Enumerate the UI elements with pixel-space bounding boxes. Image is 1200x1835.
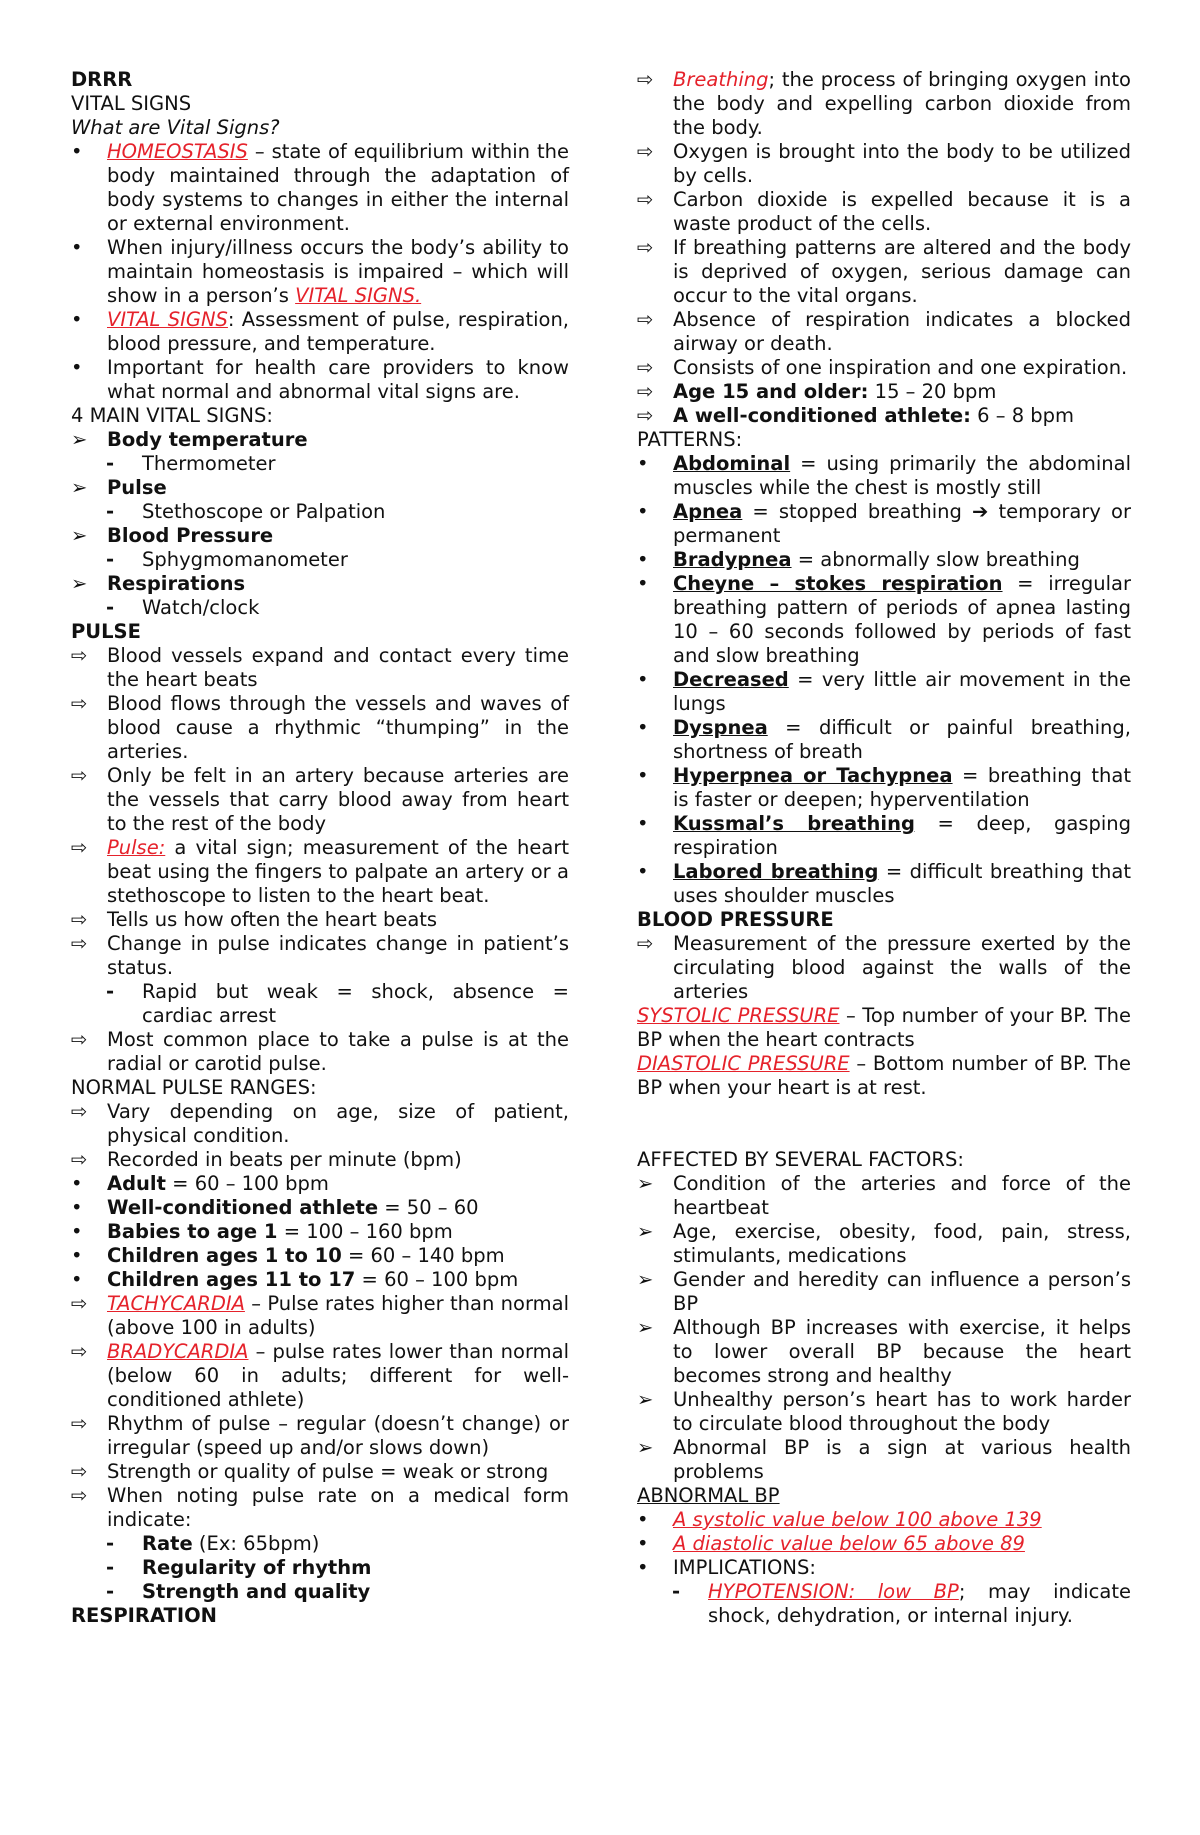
bullet-icon: • xyxy=(637,716,649,739)
list-item: ⇨ Vary depending on age, size of patient, physical condition. xyxy=(71,1100,569,1147)
factor-item: ➢ Gender and heredity can influence a person’s BP xyxy=(637,1268,1131,1315)
factor-item: ➢ Condition of the arteries and force of the heartbeat xyxy=(637,1172,1131,1219)
pattern-item: • Apnea = stopped breathing ➔ temporary or permanent xyxy=(637,500,1131,547)
factor-item: ➢ Unhealthy person’s heart has to work harder to circulate blood throughout the body xyxy=(637,1388,1131,1435)
list-item: ⇨ Blood vessels expand and contact every time the heart beats xyxy=(71,644,569,691)
dash-icon: - xyxy=(106,500,115,523)
factor-item: ➢ Although BP increases with exercise, it helps to lower overall BP because the heart becomes strong and healthy xyxy=(637,1316,1131,1387)
bullet-icon: • xyxy=(637,860,649,883)
pattern-item: • Labored breathing = difficult breathing that uses shoulder muscles xyxy=(637,860,1131,907)
arrow-icon: ⇨ xyxy=(71,644,88,667)
factor-item: ➢ Age, exercise, obesity, food, pain, stress, stimulants, medications xyxy=(637,1220,1131,1267)
arrow-icon: ⇨ xyxy=(71,764,88,787)
section-heading-normal-pulse: NORMAL PULSE RANGES: xyxy=(71,1076,317,1099)
dash-icon: - xyxy=(106,596,115,619)
list-item: • HOMEOSTASIS – state of equilibrium within the body maintained through the adaptation of body systems to changes in either the internal or external environment. xyxy=(71,140,569,235)
section-heading-patterns: PATTERNS: xyxy=(637,428,743,451)
chevron-icon: ➢ xyxy=(637,1268,654,1291)
section-heading-abnormal-bp: ABNORMAL BP xyxy=(637,1484,780,1507)
sub-item: - HYPOTENSION: low BP; may indicate shock, dehydration, or internal injury. xyxy=(672,1580,1131,1627)
sub-item: - Thermometer xyxy=(106,452,276,475)
list-item: ⇨ TACHYCARDIA – Pulse rates higher than normal (above 100 in adults) xyxy=(71,1292,569,1339)
dash-icon: - xyxy=(106,548,115,571)
systolic-definition: SYSTOLIC PRESSURE – Top number of your BP. The BP when the heart contracts xyxy=(637,1004,1131,1051)
list-item: ⇨ Measurement of the pressure exerted by the circulating blood against the walls of the arteries xyxy=(637,932,1131,1003)
list-item: ⇨ Rhythm of pulse – regular (doesn’t change) or irregular (speed up and/or slows down) xyxy=(71,1412,569,1459)
list-item: ➢ Pulse xyxy=(71,476,167,499)
list-item: ⇨ When noting pulse rate on a medical form indicate: xyxy=(71,1484,569,1531)
arrow-icon: ⇨ xyxy=(71,1028,88,1051)
arrow-icon: ⇨ xyxy=(71,836,88,859)
section-heading-pulse: PULSE xyxy=(71,620,141,643)
bullet-icon: • xyxy=(71,308,83,331)
arrow-icon: ⇨ xyxy=(637,68,654,91)
list-item: ⇨ A well-conditioned athlete: 6 – 8 bpm xyxy=(637,404,1075,427)
range-item: • Children ages 11 to 17 = 60 – 100 bpm xyxy=(71,1268,519,1291)
list-item: ⇨ Absence of respiration indicates a blocked airway or death. xyxy=(637,308,1131,355)
list-item: ⇨ Strength or quality of pulse = weak or strong xyxy=(71,1460,549,1483)
bullet-icon: • xyxy=(71,1244,83,1267)
dash-icon: - xyxy=(106,980,115,1003)
list-item: ➢ Blood Pressure xyxy=(71,524,274,547)
pattern-item: • Dyspnea = difficult or painful breathing, shortness of breath xyxy=(637,716,1131,763)
bullet-icon: • xyxy=(71,356,83,379)
section-heading-blood-pressure: BLOOD PRESSURE xyxy=(637,908,834,931)
pattern-item: • Bradypnea = abnormally slow breathing xyxy=(637,548,1080,571)
list-item: ⇨ Oxygen is brought into the body to be utilized by cells. xyxy=(637,140,1131,187)
arrow-icon: ⇨ xyxy=(637,356,654,379)
left-column xyxy=(71,68,569,1628)
chevron-icon: ➢ xyxy=(71,476,88,499)
chevron-icon: ➢ xyxy=(637,1172,654,1195)
list-item: • IMPLICATIONS: xyxy=(637,1556,816,1579)
bullet-icon: • xyxy=(71,1268,83,1291)
arrow-icon: ⇨ xyxy=(71,1148,88,1171)
list-item: ➢ Body temperature xyxy=(71,428,308,451)
pattern-item: • Hyperpnea or Tachypnea = breathing that is faster or deepen; hyperventilation xyxy=(637,764,1131,811)
dash-icon: - xyxy=(106,1556,115,1579)
list-item: • A diastolic value below 65 above 89 xyxy=(637,1532,1025,1555)
chevron-icon: ➢ xyxy=(637,1436,654,1459)
section-heading-respiration: RESPIRATION xyxy=(71,1604,217,1627)
bullet-icon: • xyxy=(637,764,649,787)
range-item: • Babies to age 1 = 100 – 160 bpm xyxy=(71,1220,453,1243)
list-item: ⇨ Consists of one inspiration and one expiration. xyxy=(637,356,1128,379)
arrow-icon: ⇨ xyxy=(71,908,88,931)
chevron-icon: ➢ xyxy=(71,524,88,547)
bullet-icon: • xyxy=(637,812,649,835)
bullet-icon: • xyxy=(637,1508,649,1531)
bullet-icon: • xyxy=(71,140,83,163)
bullet-icon: • xyxy=(637,1532,649,1555)
sub-item: - Watch/clock xyxy=(106,596,260,619)
bullet-icon: • xyxy=(637,1556,649,1579)
list-item: ⇨ Most common place to take a pulse is at the radial or carotid pulse. xyxy=(71,1028,569,1075)
list-item: ⇨ Tells us how often the heart beats xyxy=(71,908,438,931)
bullet-icon: • xyxy=(71,1220,83,1243)
arrow-icon: ⇨ xyxy=(71,932,88,955)
bullet-icon: • xyxy=(71,1172,83,1195)
list-item: ⇨ Age 15 and older: 15 – 20 bpm xyxy=(637,380,997,403)
sub-item: - Rate (Ex: 65bpm) xyxy=(106,1532,320,1555)
pattern-item: • Abdominal = using primarily the abdominal muscles while the chest is mostly still xyxy=(637,452,1131,499)
arrow-icon: ⇨ xyxy=(637,380,654,403)
list-item: ⇨ Blood flows through the vessels and waves of blood cause a rhythmic “thumping” in the arteries. xyxy=(71,692,569,763)
arrow-icon: ⇨ xyxy=(637,932,654,955)
bullet-icon: • xyxy=(637,548,649,571)
list-item: • VITAL SIGNS: Assessment of pulse, respiration, blood pressure, and temperature. xyxy=(71,308,569,355)
list-item: ⇨ Carbon dioxide is expelled because it is a waste product of the cells. xyxy=(637,188,1131,235)
list-item: ⇨ If breathing patterns are altered and the body is deprived of oxygen, serious damage can occur to the vital organs. xyxy=(637,236,1131,307)
bullet-icon: • xyxy=(71,1196,83,1219)
list-item: • A systolic value below 100 above 139 xyxy=(637,1508,1042,1531)
diastolic-definition: DIASTOLIC PRESSURE – Bottom number of BP. The BP when your heart is at rest. xyxy=(637,1052,1131,1099)
arrow-icon: ⇨ xyxy=(71,1412,88,1435)
list-item: • When injury/illness occurs the body’s ability to maintain homeostasis is impaired – which will show in a person’s VITAL SIGNS. xyxy=(71,236,569,307)
chevron-icon: ➢ xyxy=(637,1388,654,1411)
section-heading-vital-signs: VITAL SIGNS xyxy=(71,92,192,115)
list-item: ⇨ Change in pulse indicates change in patient’s status. xyxy=(71,932,569,979)
dash-icon: - xyxy=(106,452,115,475)
sub-item: - Regularity of rhythm xyxy=(106,1556,372,1579)
right-column xyxy=(637,68,1131,1628)
range-item: • Children ages 1 to 10 = 60 – 140 bpm xyxy=(71,1244,505,1267)
bullet-icon: • xyxy=(637,500,649,523)
chevron-icon: ➢ xyxy=(637,1316,654,1339)
list-item: ⇨ Breathing; the process of bringing oxygen into the body and expelling carbon dioxide from the body. xyxy=(637,68,1131,139)
arrow-icon: ⇨ xyxy=(71,692,88,715)
dash-icon: - xyxy=(672,1580,681,1603)
chevron-icon: ➢ xyxy=(71,428,88,451)
range-item: • Well-conditioned athlete = 50 – 60 xyxy=(71,1196,479,1219)
sub-item: - Strength and quality xyxy=(106,1580,371,1603)
factor-item: ➢ Abnormal BP is a sign at various health problems xyxy=(637,1436,1131,1483)
chevron-icon: ➢ xyxy=(637,1220,654,1243)
dash-icon: - xyxy=(106,1532,115,1555)
bullet-icon: • xyxy=(637,668,649,691)
arrow-icon: ⇨ xyxy=(637,308,654,331)
arrow-icon: ⇨ xyxy=(71,1292,88,1315)
pattern-item: • Decreased = very little air movement in the lungs xyxy=(637,668,1131,715)
arrow-icon: ⇨ xyxy=(71,1100,88,1123)
section-heading-affected: AFFECTED BY SEVERAL FACTORS: xyxy=(637,1148,964,1171)
list-item: ⇨ Pulse: a vital sign; measurement of the heart beat using the fingers to palpate an artery or a stethoscope to listen to the heart beat. xyxy=(71,836,569,907)
arrow-icon: ⇨ xyxy=(637,404,654,427)
arrow-icon: ⇨ xyxy=(71,1460,88,1483)
arrow-icon: ⇨ xyxy=(637,236,654,259)
dash-icon: - xyxy=(106,1580,115,1603)
spacer xyxy=(637,1100,1131,1148)
sub-item: - Stethoscope or Palpation xyxy=(106,500,386,523)
chevron-icon: ➢ xyxy=(71,572,88,595)
arrow-icon: ⇨ xyxy=(71,1484,88,1507)
arrow-icon: ⇨ xyxy=(637,188,654,211)
pattern-item: • Kussmal’s breathing = deep, gasping respiration xyxy=(637,812,1131,859)
bullet-icon: • xyxy=(71,236,83,259)
range-item: • Adult = 60 – 100 bpm xyxy=(71,1172,329,1195)
arrow-icon: ⇨ xyxy=(71,1340,88,1363)
pattern-item: • Cheyne – stokes respiration = irregular breathing pattern of periods of apnea lasting 10 – 60 seconds followed by periods of fast and slow breathing xyxy=(637,572,1131,667)
sub-item: - Sphygmomanometer xyxy=(106,548,348,571)
list-item: • Important for health care providers to know what normal and abnormal vital signs are. xyxy=(71,356,569,403)
list-item: ➢ Respirations xyxy=(71,572,246,595)
list-item: ⇨ BRADYCARDIA – pulse rates lower than normal (below 60 in adults; different for well-conditioned athlete) xyxy=(71,1340,569,1411)
doc-title: DRRR xyxy=(71,68,133,91)
sub-item: - Rapid but weak = shock, absence = cardiac arrest xyxy=(106,980,569,1027)
list-item: ⇨ Recorded in beats per minute (bpm) xyxy=(71,1148,462,1171)
arrow-icon: ⇨ xyxy=(637,140,654,163)
list-item: ⇨ Only be felt in an artery because arteries are the vessels that carry blood away from heart to the rest of the body xyxy=(71,764,569,835)
section-heading-four-main: 4 MAIN VITAL SIGNS: xyxy=(71,404,273,427)
bullet-icon: • xyxy=(637,452,649,475)
question-heading: What are Vital Signs? xyxy=(71,116,280,139)
bullet-icon: • xyxy=(637,572,649,595)
arrow-right-icon: ➔ xyxy=(972,500,989,523)
